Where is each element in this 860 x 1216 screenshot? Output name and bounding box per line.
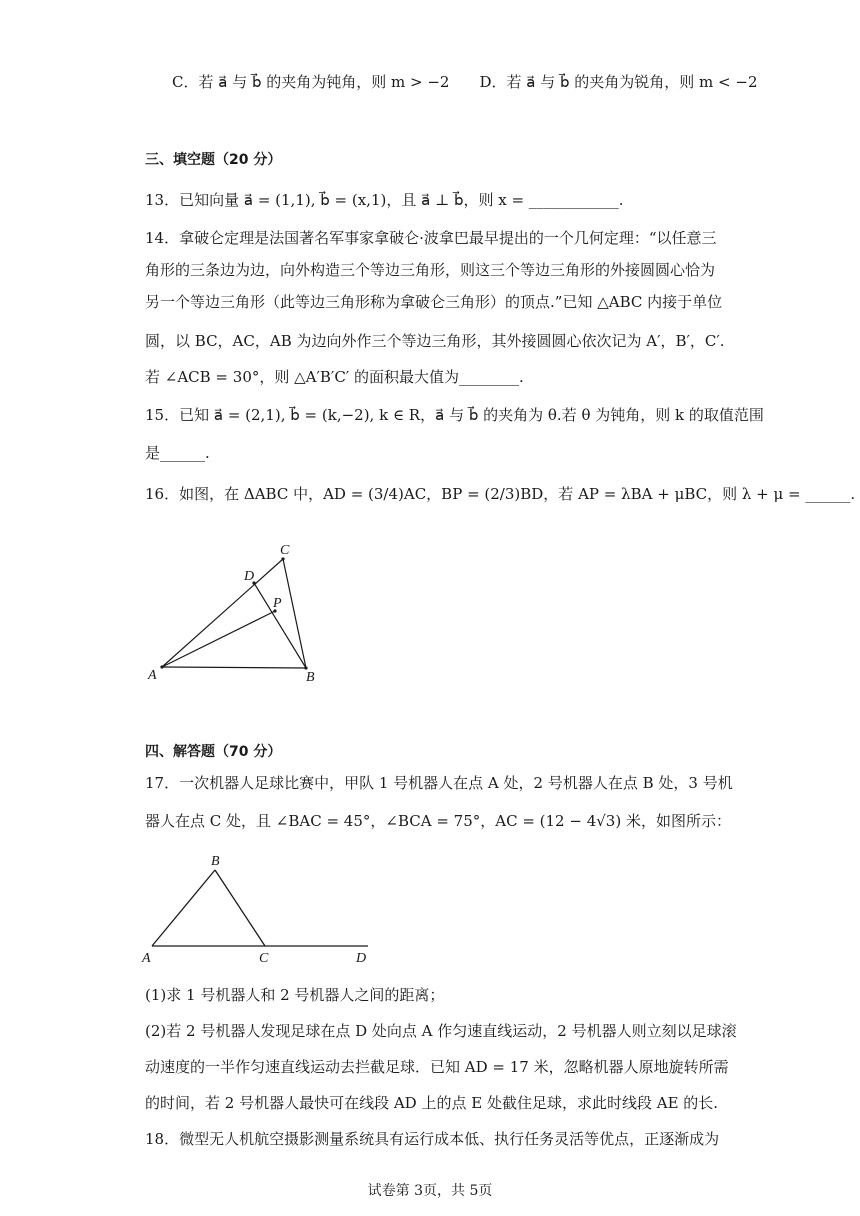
question-14-line-3: 另一个等边三角形（此等边三角形称为拿破仑三角形）的顶点.”已知 △ABC 内接于单位 [145,293,723,311]
label-p: P [273,596,282,611]
segment-ab [162,667,306,668]
question-14-line-2: 角形的三条边为边，向外构造三个等边三角形，则这三个等边三角形的外接圆圆心恰为 [145,261,716,279]
question-13: 13．已知向量 a⃗ = (1,1), b⃗ = (x,1)，且 a⃗ ⊥ b⃗，则 x = ____________. [145,191,624,209]
segment-ab-17 [152,870,215,946]
label-b: B [306,670,315,685]
segment-bc-17 [215,870,265,946]
label-d-17: D [356,951,367,966]
section-heading-fill-blank: 三、填空题（20 分） [145,152,282,168]
segment-ap [162,611,275,667]
question-15-line-1: 15．已知 a⃗ = (2,1), b⃗ = (k,−2), k ∈ R，a⃗ 与 b⃗ 的夹角为 θ.若 θ 为钝角，则 k 的取值范围 [145,406,764,424]
question-14-line-1: 14．拿破仑定理是法国著名军事家拿破仑·波拿巴最早提出的一个几何定理：“以任意三 [145,229,717,247]
question-17-line-2: 器人在点 C 处，且 ∠BAC = 45°，∠BCA = 75°，AC = (12 − 4√3) 米，如图所示： [145,812,731,830]
label-a-17: A [142,951,151,966]
question-14-line-5: 若 ∠ACB = 30°，则 △A′B′C′ 的面积最大值为________. [145,368,524,386]
label-b-17: B [211,854,220,869]
question-17-part-2-line-1: (2)若 2 号机器人发现足球在点 D 处向点 A 作匀速直线运动，2 号机器人则立刻以足球滚 [145,1022,737,1040]
question-15-line-2: 是______. [145,444,210,462]
option-c-d: C．若 a⃗ 与 b⃗ 的夹角为钝角，则 m > −2 D．若 a⃗ 与 b⃗ 的夹角为锐角，则 m < −2 [172,73,758,91]
figure-17-diagram [140,848,390,973]
question-16: 16．如图，在 ΔABC 中，AD = (3/4)AC，BP = (2/3)BD，若 AP = λBA + μBC，则 λ + μ = ______. [145,485,856,503]
page-footer: 试卷第 3页，共 5页 [367,1183,493,1199]
question-17-line-1: 17．一次机器人足球比赛中，甲队 1 号机器人在点 A 处，2 号机器人在点 B 处，3 号机 [145,774,733,792]
question-14-line-4: 圆，以 BC，AC，AB 为边向外作三个等边三角形，其外接圆圆心依次记为 A′，B′，C′. [145,332,725,350]
label-d: D [244,569,255,584]
label-c: C [280,543,290,558]
question-18-line-1: 18．微型无人机航空摄影测量系统具有运行成本低、执行任务灵活等优点，正逐渐成为 [145,1130,720,1148]
question-17-part-2-line-3: 的时间，若 2 号机器人最快可在线段 AD 上的点 E 处截住足球，求此时线段 AE 的长. [145,1094,719,1112]
figure-16-triangle [140,535,340,690]
label-a: A [148,668,157,683]
question-17-part-2-line-2: 动速度的一半作匀速直线运动去拦截足球．已知 AD = 17 米，忽略机器人原地旋转所需 [145,1058,729,1076]
section-heading-answer: 四、解答题（70 分） [145,744,282,760]
label-c-17: C [259,951,269,966]
segment-ac [162,559,283,667]
segment-cb [283,559,306,668]
question-17-part-1: (1)求 1 号机器人和 2 号机器人之间的距离； [145,986,445,1004]
